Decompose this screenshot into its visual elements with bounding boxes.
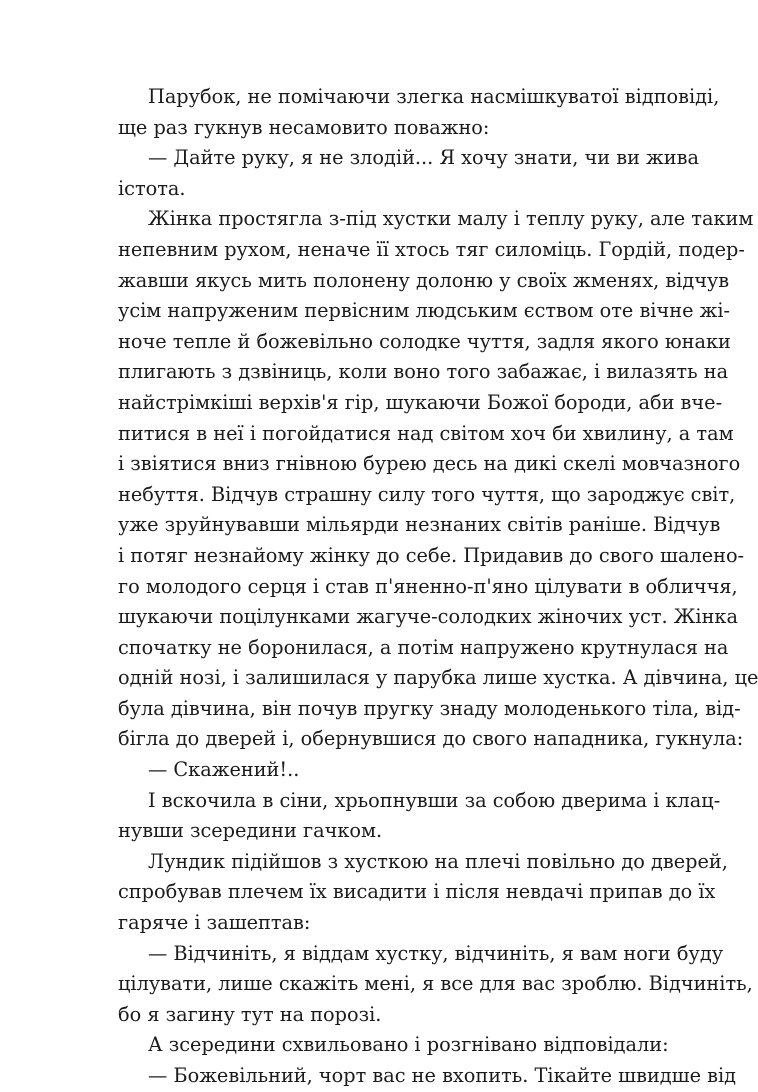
text-line: нувши зсередини гачком. [118,819,383,843]
text-line: ще раз гукнув несамовито поважно: [118,115,490,139]
text-line: і потяг незнайому жінку до себе. Придавив до свого шалено- [118,543,745,567]
text-line: і звіятися вниз гнівною бурею десь на дикі скелі мовчазного [118,452,741,476]
body-text [118,82,758,1092]
text-line: І вскочила в сіни, хрьопнувши за собою дверима і клац- [148,788,721,812]
text-line: спочатку не боронилася, а потім напружено крутнулася на [118,635,729,659]
text-line: ноче тепле й божевільно солодке чуття, задля якого юнаки [118,329,731,353]
text-line: одній нозі, і залишилася у парубка лише хустка. А дівчина, це [118,666,758,690]
text-line: найстрімкіші верхів'я гір, шукаючи Божої бороди, аби вче- [118,390,723,414]
text-line: уже зруйнувавши мільярди незнаних світів раніше. Відчув [118,513,721,537]
text-line: спробував плечем їх висадити і після невдачі припав до їх [118,880,716,904]
text-line: непевним рухом, неначе її хтось тяг силоміць. Гордій, подер- [118,237,745,261]
text-line: — Відчиніть, я віддам хустку, відчиніть, я вам ноги буду [148,941,724,965]
text-line: істота. [118,176,186,200]
text-line: А зсередини схвильовано і розгнівано відповідали: [148,1033,669,1057]
text-line: питися в неї і погойдатися над світом хоч би хвилину, а там [118,421,734,445]
text-line: була дівчина, він почув пругку знаду молоденького тіла, від- [118,696,741,720]
text-line: гаряче і зашептав: [118,911,311,935]
text-line: усім напруженим первісним людським єством оте вічне жі- [118,299,731,323]
text-line: жавши якусь мить полонену долоню у своїх жменях, відчув [118,268,730,292]
text-line: — Божевільний, чорт вас не вхопить. Тікайте швидше від [148,1064,737,1087]
text-line: плигають з дзвіниць, коли воно того забажає, і вилазять на [118,360,729,384]
text-line: небуття. Відчув страшну силу того чуття, що зароджує світ, [118,482,736,506]
text-line: цілувати, лише скажіть мені, я все для вас зроблю. Відчиніть, [118,972,753,996]
text-line: Парубок, не помічаючи злегка насмішкуватої відповіді, [148,85,720,108]
text-line: бігла до дверей і, обернувшися до свого нападника, гукнула: [118,727,744,751]
text-line: — Дайте руку, я не злодій... Я хочу знати, чи ви жива [148,146,699,170]
text-line: Лундик підійшов з хусткою на плечі повільно до дверей, [148,849,728,873]
text-line: — Скажений!.. [148,758,300,782]
text-line: го молодого серця і став п'яненно-п'яно цілувати в обличчя, [118,574,738,598]
text-line: шукаючи поцілунками жагуче-солодких жіночих уст. Жінка [118,605,738,629]
text-line: бо я загину тут на порозі. [118,1002,382,1026]
text-line: Жінка простягла з-під хустки малу і теплу руку, але таким [148,207,754,231]
